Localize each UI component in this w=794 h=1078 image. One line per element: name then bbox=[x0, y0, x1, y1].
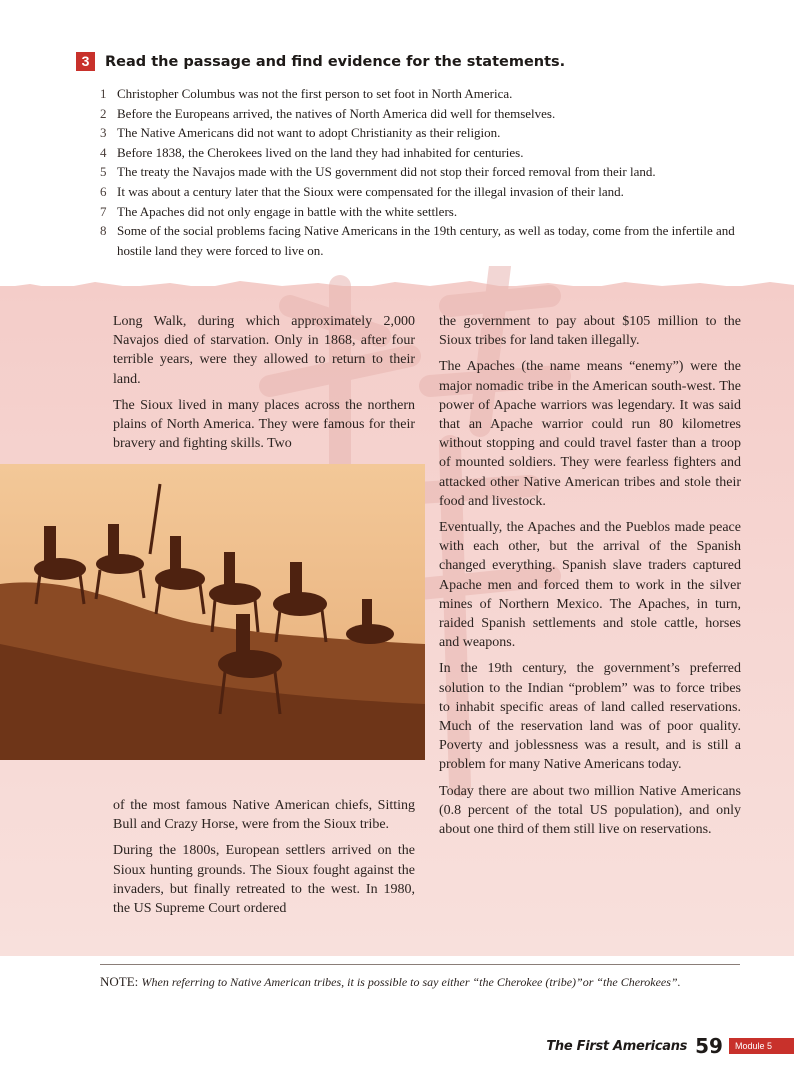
statement-number: 1 bbox=[100, 86, 107, 101]
statement-text: Christopher Columbus was not the first person to set foot in North America. bbox=[117, 86, 513, 101]
statement-number: 3 bbox=[100, 125, 107, 141]
reading-paragraph: The Apaches (the name means “enemy”) were the major nomadic tribe in the American south-west. The power of Apache warriors was legendary. It was said that an Apache warrior could run 80 kilometres without stopping and could travel faster than a troop of mounted soldiers. They were fearless fighters and attacked other Native American tribes and stole their food and livestock. bbox=[439, 359, 741, 509]
reading-paragraph: During the 1800s, European settlers arrived on the Sioux hunting grounds. The Sioux fought against the invaders, but finally retreated to the west. In 1980, the US Supreme Court ordered bbox=[113, 843, 415, 917]
statement-text: Before the Europeans arrived, the natives of North America did well for themselves. bbox=[117, 105, 556, 121]
statement-text: It was about a century later that the Sioux were compensated for the illegal invasion of their land. bbox=[117, 183, 624, 199]
statement-item bbox=[100, 143, 760, 163]
reading-column-right bbox=[439, 312, 741, 846]
statement-item bbox=[100, 162, 760, 182]
statement-item bbox=[100, 104, 760, 124]
statement-item bbox=[100, 202, 760, 222]
statement-item bbox=[100, 84, 760, 104]
reading-column-left-bottom bbox=[113, 796, 415, 925]
statement-number: 2 bbox=[100, 105, 107, 121]
statement-number: 4 bbox=[100, 144, 107, 160]
statement-text: The Native Americans did not want to adopt Christianity as their religion. bbox=[117, 125, 501, 141]
page-number: 59 bbox=[695, 1034, 723, 1058]
exercise-number-badge: 3 bbox=[76, 52, 95, 71]
statement-number: 7 bbox=[100, 203, 107, 219]
reading-column-left-top bbox=[113, 312, 415, 460]
statement-text: The treaty the Navajos made with the US government did not stop their forced removal from their land. bbox=[117, 164, 656, 180]
statement-number: 5 bbox=[100, 164, 107, 180]
note-divider bbox=[100, 964, 740, 965]
statement-item bbox=[100, 221, 760, 260]
exercise-title: Read the passage and find evidence for the statements. bbox=[105, 53, 566, 70]
statement-number: 8 bbox=[100, 223, 107, 239]
historical-photo bbox=[0, 464, 425, 760]
note-text: When referring to Native American tribes, it is possible to say either “the Cherokee (tribe)”or “the Cherokees”. bbox=[141, 975, 681, 989]
reading-paragraph: of the most famous Native American chiefs, Sitting Bull and Crazy Horse, were from the Sioux tribe. bbox=[113, 798, 415, 833]
reading-paragraph: the government to pay about $105 million to the Sioux tribes for land taken illegally. bbox=[439, 314, 741, 349]
statement-item bbox=[100, 123, 760, 143]
note bbox=[100, 974, 760, 990]
statement-number: 6 bbox=[100, 183, 107, 199]
module-badge: Module 5 bbox=[729, 1038, 794, 1054]
statement-item bbox=[100, 182, 760, 202]
reading-paragraph: Today there are about two million Native Americans (0.8 percent of the total US population), and only about one third of them still live on reservations. bbox=[439, 783, 741, 838]
statement-text: The Apaches did not only engage in battle with the white settlers. bbox=[117, 203, 458, 219]
statement-list bbox=[100, 84, 760, 260]
note-label: NOTE: bbox=[100, 974, 139, 989]
reading-paragraph: In the 19th century, the government’s preferred solution to the Indian “problem” was to force tribes to inhabit specific areas of land called reservations. Much of the reservation land was of poor quality. Poverty and joblessness was a result, and is still a problem for many Native Americans today. bbox=[439, 661, 741, 773]
reading-paragraph: Long Walk, during which approximately 2,000 Navajos died of starvation. Only in 1868, after four terrible years, were they allowed to return to their land. bbox=[113, 314, 415, 387]
statement-text: Some of the social problems facing Native Americans in the 19th century, as well as today, come from the infertile and hostile land they were forced to live on. bbox=[117, 223, 735, 258]
reading-panel bbox=[0, 286, 794, 956]
exercise-header bbox=[76, 52, 565, 71]
page-footer bbox=[546, 1034, 794, 1058]
reading-paragraph: The Sioux lived in many places across the northern plains of North America. They were famous for their bravery and fighting skills. Two bbox=[113, 397, 415, 452]
statement-text: Before 1838, the Cherokees lived on the land they had inhabited for centuries. bbox=[117, 144, 524, 160]
footer-title: The First Americans bbox=[546, 1038, 688, 1054]
reading-paragraph: Eventually, the Apaches and the Pueblos made peace with each other, but the arrival of the Spanish changed everything. Spanish slave traders captured Apache men and forced them to work in the silver mines of Northern Mexico. The Apaches, in turn, raided Spanish settlements and stole cattle, horses and weapons. bbox=[439, 520, 741, 651]
